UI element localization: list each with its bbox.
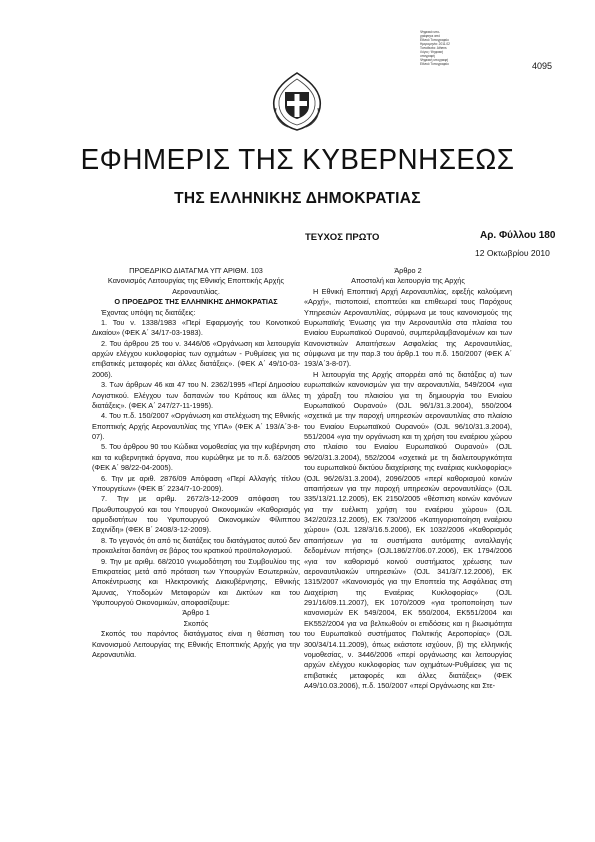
paragraph: Ο ΠΡΟΕΔΡΟΣ ΤΗΣ ΕΛΛΗΝΙΚΗΣ ΔΗΜΟΚΡΑΤΙΑΣ bbox=[114, 297, 278, 307]
stamp-line: Ψηφιακά υπο- bbox=[420, 30, 441, 34]
paragraph: Σκοπός bbox=[183, 618, 209, 628]
paragraph: Άρθρο 1 bbox=[182, 608, 210, 618]
paragraph: 1. Του ν. 1338/1983 «Περί Εφαρμογής του Κοινοτικού Δικαίου» (ΦΕΚ Α΄ 34/17-03-1983). bbox=[92, 317, 300, 338]
paragraph: Σκοπός του παρόντος διατάγματος είναι η θέσπιση του Κανονισμού Λειτουργίας της Εθνικής Εποπτικής Αρχής για την Αεροναυτιλία. bbox=[92, 629, 300, 659]
issue-label: ΤΕΥΧΟΣ ΠΡΩΤΟ bbox=[305, 232, 380, 243]
paragraph: 5. Του άρθρου 90 του Κώδικα νομοθεσίας για την κυβέρνηση και τα κυβερνητικά όργανα, που κυρώθηκε με το π.δ. 63/2005 (ΦΕΚ Α΄ 98/22-04-2005). bbox=[92, 442, 300, 473]
stamp-line: Τοποθεσία: Athens bbox=[420, 46, 447, 50]
left-column bbox=[92, 266, 300, 660]
paragraph: 7. Την με αριθμ. 2672/3-12-2009 απόφαση του Πρωθυπουργού και του Υπουργού Οικονομικών «Καθορισμός αρμοδιοτήτων του Υφυπουργού Οικονομικών Φίλιππου Σαχινίδη» (ΦΕΚ Β΄ 2408/3-12-2009). bbox=[92, 494, 300, 535]
digital-signature-stamp bbox=[420, 30, 490, 66]
paragraph: 2. Του άρθρου 25 του ν. 3446/06 «Οργάνωση και λειτουργία αρχών ελέγχου κυκλοφορίας των οχημάτων - Ρυθμίσεις για τις επιβατικές μεταφορές και άλλες διατάξεις». (ΦΕΚ Α΄ 49/10-03-2006). bbox=[92, 338, 300, 379]
paragraph: Αποστολή και λειτουργία της Αρχής bbox=[351, 276, 465, 286]
sheet-number: Αρ. Φύλλου 180 bbox=[480, 230, 556, 241]
page-number: 4095 bbox=[532, 61, 553, 71]
paragraph: Η Εθνική Εποπτική Αρχή Αεροναυτιλίας, εφεξής καλούμενη «Αρχή», πιστοποιεί, εποπτεύει και επιθεωρεί τους Παρόχους Υπηρεσιών Αεροναυτιλίας, σύμφωνα με τους κανονισμούς της Ευρωπαϊκής Ένωσης για την Αεροναυτιλία στα πλαίσια του Ενιαίου Ευρωπαϊκού Ουρανού, συμπεριλαμβανομένων και των Κανονιστικών Απαιτήσεων Ασφαλείας της Αεροναυτιλίας, σύμφωνα με την παρ.3 του άρθρ.1 του π.δ. 150/2007 (ΦΕΚ Α΄ 193/Α΄3-8-07). bbox=[304, 286, 512, 369]
issue-date: 12 Οκτωβρίου 2010 bbox=[475, 248, 550, 258]
paragraph: 4. Του π.δ. 150/2007 «Οργάνωση και στελέχωση της Εθνικής Εποπτικής Αρχής Αεροναυτιλίας της ΥΠΑ» (ΦΕΚ Α΄ 193/Α΄3-8-07). bbox=[92, 411, 300, 441]
gazette-subhead: ΤΗΣ ΕΛΛΗΝΙΚΗΣ ΔΗΜΟΚΡΑΤΙΑΣ bbox=[174, 190, 421, 207]
greek-coat-of-arms-icon bbox=[268, 70, 326, 132]
paragraph: Άρθρο 2 bbox=[394, 266, 422, 275]
stamp-line: Λόγος: Ψηφιακή bbox=[420, 50, 443, 54]
stamp-line: Ημερομηνία: 2011.02 bbox=[420, 42, 450, 46]
stamp-line: Εθνικό Τυπογραφείο bbox=[420, 62, 449, 66]
paragraph: 3. Των άρθρων 46 και 47 του Ν. 2362/1995 «Περί Δημοσίου Λογιστικού. Ελέγχου των δαπανών του Κράτους και άλλες διατάξεις». (ΦΕΚ Α΄ 247/27-11-1995). bbox=[92, 380, 300, 410]
paragraph: Κανονισμός Λειτουργίας της Εθνικής Εποπτικής Αρχής Αεροναυτιλίας. bbox=[107, 276, 285, 296]
paragraph: Η λειτουργία της Αρχής απορρέει από τις διατάξεις α) των ευρωπαϊκών κανονισμών για την αεροναυτιλία, 549/2004 «για τη χάραξη του πλαισίου για τη δημιουργία του Ενιαίου Ευρωπαϊκού Ουρανού» (ΟJL 96/1/31.3.2004), 550/2004 «σχετικά με την παροχή υπηρεσιών αεροναυτιλίας στο πλαίσιο του Ενιαίου Ευρωπαϊκού Ουρανού» (ΟJL 96/10/31.3.2004), 551/2004 «για την οργάνωση και τη χρήση του εναέριου χώρου στο πλαίσιο του Ενιαίου Ευρωπαϊκού Ουρανού» (ΟJL 96/20/31.3.2004), 552/2004 «σχετικά με τη διαλειτουργικότητα του ευρωπαϊκού δικτύου διαχείρισης της εναέριας κυκλοφορίας» (ΟJL 96/26/31.3.2004), 2096/2005 «περί καθορισμού κοινών απαιτήσεων για την παροχή υπηρεσιών αεροναυτιλίας» (ΟJL 335/13/21.12.2005), ΕΚ 2150/2005 «θέσπιση κοινών κανόνων για την ευέλικτη χρήση του εναέριου χώρου» (ΟJL 342/20/23.12.2005), ΕΚ 730/2006 «Κατηγοριοποίηση εναέριου χώρου» (ΟJL 128/3/16.5.2006), ΕΚ 1032/2006 «Καθορισμός απαιτήσεων για τα συστήματα αυτόματης ανταλλαγής δεδομένων πτήσης» (ΟJL186/27/06.07.2006), ΕΚ 1794/2006 «για τον καθορισμό κοινού συστήματος χρέωσης των αεροναυτιλιακών υπηρεσιών» (ΟJL 341/3/7.12.2006), ΕΚ 1315/2007 «Κανονισμός για την Εποπτεία της Ασφάλειας στη Διαχείριση της Εναέριας Κυκλοφορίας» (ΟJL 291/16/09.11.2007), ΕΚ 1070/2009 «για τροποποίηση των κανονισμών ΕΚ 549/2004, ΕΚ 550/2004, ΕΚ551/2004 και ΕΚ552/2004 για να βελτιωθούν οι επιδόσεις και η βιωσιμότητα του Ευρωπαϊκού συστήματος Πολιτικής Αεροπορίας» (ΟJL 300/34/14.11.2009), όπως εκάστοτε ισχύουν, β) της ελληνικής νομοθεσίας, ν. 3446/2006 «περί οργάνωσης και λειτουργίας αρχών ελέγχου κυκλοφορίας των οχημάτων-Ρυθμίσεις για τις επιβατικές μεταφορές και άλλες διατάξεις» (ΦΕΚ Α49/10.03.2006), π.δ. 150/2007 «περί Οργάνωσης και Στε- bbox=[304, 369, 512, 690]
stamp-line: γράφτηκε από bbox=[420, 34, 441, 38]
gazette-masthead: ΕΦΗΜΕΡΙΣ ΤΗΣ ΚΥΒΕΡΝΗΣΕΩΣ bbox=[80, 144, 515, 176]
stamp-line: Ψηφιακή υπογραφή bbox=[420, 58, 449, 62]
paragraph: Έχοντας υπόψη τις διατάξεις: bbox=[101, 307, 196, 317]
paragraph: 6. Την με αριθ. 2876/09 Απόφαση «Περί Αλλαγής τίτλου Υπουργείων» (ΦΕΚ Β΄ 2234/7-10-2009). bbox=[92, 473, 300, 493]
stamp-line: υπογραφή bbox=[420, 54, 435, 58]
paragraph: 8. Το γεγονός ότι από τις διατάξεις του διατάγματος αυτού δεν προκαλείται δαπάνη σε βάρος του κρατικού προϋπολογισμού. bbox=[92, 535, 300, 556]
paragraph: ΠΡΟΕΔΡΙΚΟ ΔΙΑΤΑΓΜΑ ΥΠ' ΑΡΙΘΜ. 103 bbox=[129, 266, 263, 275]
paragraph: 9. Την με αριθμ. 68/2010 γνωμοδότηση του Συμβουλίου της Επικρατείας μετά από πρόταση των Υπουργών Εσωτερικών, Αποκέντρωσης και Ηλεκτρονικής Διακυβέρνησης, Εθνικής Άμυνας, Υποδομών Μεταφορών και Δικτύων και του Υφυπουργού Οικονομικών, αποφασίζουμε: bbox=[92, 556, 300, 607]
right-column bbox=[304, 266, 512, 691]
stamp-line: Εθνικό Τυπογραφείο bbox=[420, 38, 449, 42]
